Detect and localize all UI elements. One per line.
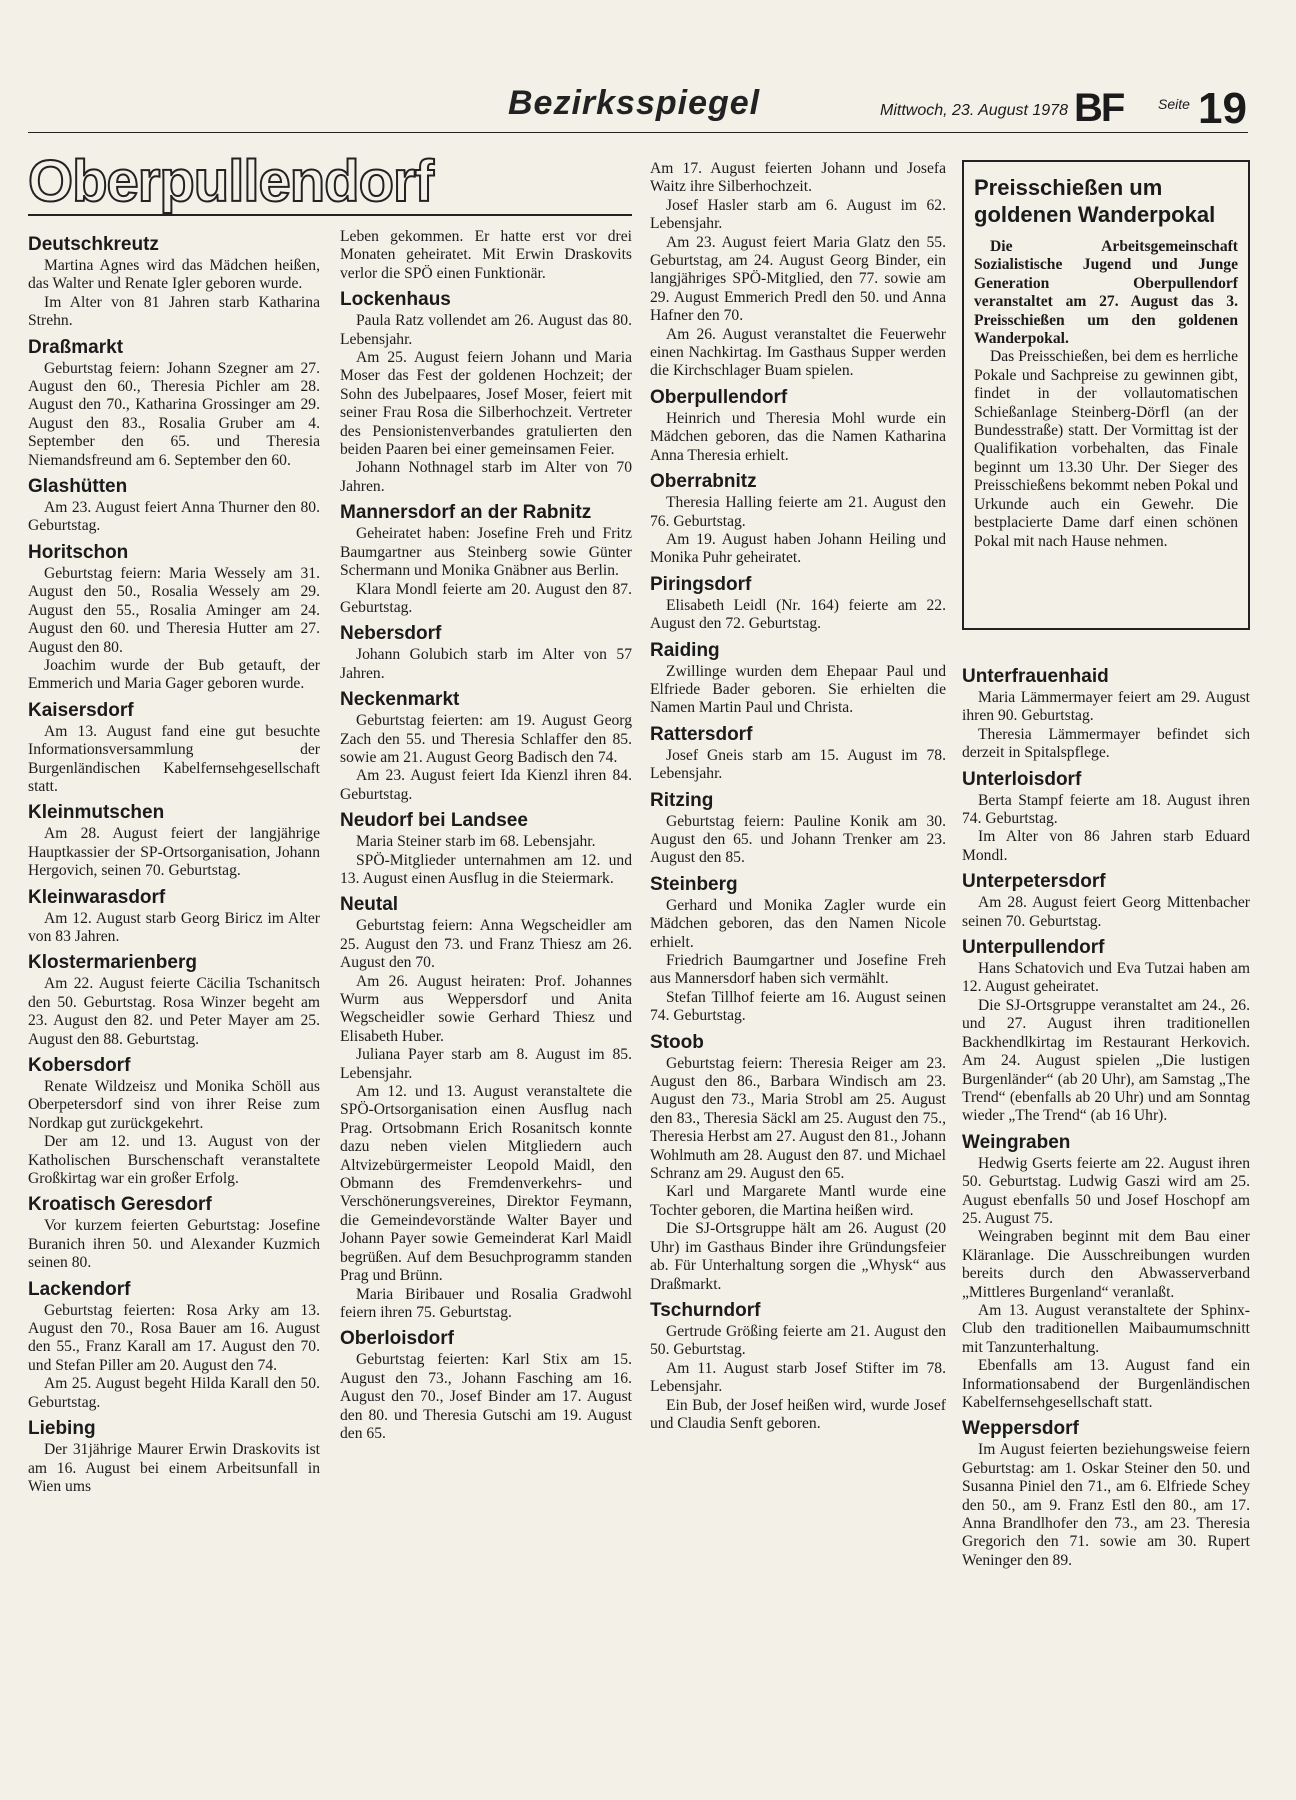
article-paragraph: Im Alter von 81 Jahren starb Katharina Strehn.	[28, 293, 320, 330]
article	[650, 1300, 946, 1433]
header-divider	[28, 132, 1248, 133]
article-heading: Piringsdorf	[650, 573, 752, 595]
article-paragraph: Joachim wurde der Bub getauft, der Emmerich und Maria Gager geboren wurde.	[28, 656, 320, 693]
article-paragraph: Am 25. August feiern Johann und Maria Moser das Fest der goldenen Hochzeit; der Sohn des Jubelpaares, Josef Moser, feiert mit seiner Frau Rosa die Silberhochzeit. Vertreter des Pensionistenverbandes gratulierten den beiden Paaren bei einer gemeinsamen Feier.	[340, 349, 632, 459]
article-paragraph: Geheiratet haben: Josefine Freh und Fritz Baumgartner aus Steinberg sowie Günter Schermann und Monika Gnäbner aus Berlin.	[340, 525, 632, 580]
article-paragraph: Elisabeth Leidl (Nr. 164) feierte am 22. August den 72. Geburtstag.	[650, 596, 946, 633]
article	[340, 623, 632, 683]
article-paragraph: Am 26. August veranstaltet die Feuerwehr einen Nachkirtag. Im Gasthaus Supper werden die Kirchschlager Buam spielen.	[650, 325, 946, 380]
article	[28, 1418, 320, 1496]
article-paragraph: Ebenfalls am 13. August fand ein Informationsabend der Burgenländischen Kabelfernsehgesellschaft statt.	[962, 1357, 1250, 1411]
article-paragraph: Am 12. und 13. August veranstaltete die SPÖ-Ortsorganisation einen Ausflug nach Prag. Ortsobmann Erich Rosanitsch konnte dazu neben vielen Mitgliedern auch Altvizebürgermeister Leopold Maidl, den Obmann des Fremdenverkehrs- und Verschönerungsvereines, Direktor Feymann, die Gemeindevorstände Walter Bayer und Johann Payer sowie Gemeinderat Karl Maidl begrüßen. Auf dem Besuchprogramm standen Prag und Brünn.	[340, 1083, 632, 1285]
article-heading: Deutschkreutz	[28, 234, 159, 255]
article	[962, 871, 1250, 931]
column-2	[340, 228, 632, 1443]
article-paragraph: Im August feierten beziehungsweise feiern Geburtstag: am 1. Oskar Steiner den 50. und Susanna Piniel den 71., am 6. Elfriede Schey den 50., am 9. Franz Estl den 80., am 17. Anna Brandlhofer den 73., am 23. Theresia Gregorich den 71. sowie am 30. Rupert Weninger den 89.	[962, 1441, 1250, 1569]
article-paragraph: Karl und Margarete Mantl wurde eine Tochter geboren, die Martina heißen wird.	[650, 1183, 946, 1219]
issue-date: Mittwoch, 23. August 1978	[880, 102, 1068, 119]
article-paragraph: Martina Agnes wird das Mädchen heißen, das Walter und Renate Igler geboren wurde.	[28, 257, 320, 293]
article-paragraph: Geburtstag feierten: Rosa Arky am 13. August den 70., Rosa Bauer am 16. August den 55., Franz Karall am 17. August den 70. und Stefan Piller am 20. August den 74.	[28, 1301, 320, 1374]
article-paragraph: SPÖ-Mitglieder unternahmen am 12. und 13. August einen Ausflug in die Steiermark.	[340, 851, 632, 887]
article	[28, 337, 320, 470]
article-paragraph: Geburtstag feiern: Anna Wegscheidler am 25. August den 73. und Franz Thiesz am 26. August den 70.	[340, 917, 632, 972]
article-paragraph: Geburtstag feiern: Pauline Konik am 30. August den 65. und Johann Trenker am 23. August den 85.	[650, 812, 946, 867]
article-heading: Unterpetersdorf	[962, 871, 1106, 893]
article-heading: Ritzing	[650, 789, 714, 811]
article-paragraph: Friedrich Baumgartner und Josefine Freh aus Mannersdorf haben sich vermählt.	[650, 952, 946, 988]
article-paragraph: Theresia Halling feierte am 21. August den 76. Geburtstag.	[650, 494, 946, 530]
article-heading: Lackendorf	[28, 1278, 131, 1300]
article	[28, 1055, 320, 1188]
article-paragraph: Juliana Payer starb am 8. August im 85. Lebensjahr.	[340, 1046, 632, 1082]
article	[28, 887, 320, 947]
article	[650, 387, 946, 465]
article-paragraph: Ein Bub, der Josef heißen wird, wurde Josef und Claudia Senft geboren.	[650, 1396, 946, 1432]
article-heading: Stoob	[650, 1031, 704, 1053]
article-paragraph: Am 19. August haben Johann Heiling und Monika Puhr geheiratet.	[650, 530, 946, 567]
article	[650, 640, 946, 718]
article-paragraph: Theresia Lämmermayer befindet sich derzeit in Spitalspflege.	[962, 725, 1250, 762]
article	[340, 502, 632, 617]
article	[28, 802, 320, 880]
article-heading: Liebing	[28, 1418, 96, 1440]
article-paragraph: Die SJ-Ortsgruppe hält am 26. August (20 Uhr) im Gasthaus Binder ihre Gründungsfeier ab. Für Unterhaltung sorgen die „Whysk“ aus Draßmarkt.	[650, 1220, 946, 1293]
article-heading: Glashütten	[28, 476, 128, 498]
article	[650, 160, 946, 381]
feature-box-lead: Die Arbeitsgemeinschaft Sozialistische Jugend und Junge Generation Oberpullendorf veranstaltet am 27. August das 3. Preisschießen um den goldenen Wanderpokal.	[974, 238, 1238, 348]
article	[340, 289, 632, 496]
page-label: Seite	[1158, 96, 1190, 112]
article	[28, 476, 320, 536]
article-heading: Weingraben	[962, 1131, 1071, 1153]
article	[340, 228, 632, 283]
article-paragraph: Am 28. August feiert Georg Mittenbacher seinen 70. Geburtstag.	[962, 894, 1250, 930]
section-name: Bezirksspiegel	[508, 84, 761, 122]
article-heading: Unterloisdorf	[962, 768, 1082, 790]
article-paragraph: Am 23. August feiert Anna Thurner den 80. Geburtstag.	[28, 499, 320, 535]
article	[28, 700, 320, 797]
article	[962, 1132, 1250, 1413]
article-heading: Kaisersdorf	[28, 699, 134, 721]
article-heading: Unterpullendorf	[962, 937, 1105, 959]
article	[28, 234, 320, 331]
column-1	[28, 228, 320, 1496]
article-paragraph: Maria Biribauer und Rosalia Gradwohl feiern ihren 75. Geburtstag.	[340, 1285, 632, 1321]
article-paragraph: Berta Stampf feierte am 18. August ihren 74. Geburtstag.	[962, 791, 1250, 828]
newspaper-logo: BF	[1074, 86, 1124, 130]
article-paragraph: Maria Steiner starb im 68. Lebensjahr.	[356, 833, 596, 851]
article-heading: Draßmarkt	[28, 336, 124, 358]
article-paragraph: Im Alter von 86 Jahren starb Eduard Mondl.	[962, 828, 1250, 864]
article-paragraph: Zwillinge wurden dem Ehepaar Paul und Elfriede Bader geboren. Sie erhielten die Namen Martin Paul und Christa.	[650, 662, 946, 717]
article-heading: Rattersdorf	[650, 723, 753, 745]
article-heading: Raiding	[650, 639, 720, 661]
article	[962, 666, 1250, 763]
article-paragraph: Heinrich und Theresia Mohl wurde ein Mädchen geboren, das die Namen Katharina Anna Theresia erhielt.	[650, 409, 946, 464]
article-paragraph: Am 13. August veranstaltete der Sphinx-Club den traditionellen Maibaumumschnitt mit Tanzunterhaltung.	[962, 1301, 1250, 1356]
article	[650, 574, 946, 634]
article-paragraph: Paula Ratz vollendet am 26. August das 80. Lebensjahr.	[340, 312, 632, 348]
article	[28, 952, 320, 1049]
article-paragraph: Geburtstag feiern: Theresia Reiger am 23. August den 86., Barbara Windisch am 23. August den 73., Maria Strobl am 25. August den 83., Theresia Säckl am 25. August den 75., Theresia Herbst am 27. August den 81., Johann Wohlmuth am 28. August den 87. und Michael Schranz am 29. August den 65.	[650, 1054, 946, 1183]
article-paragraph: Geburtstag feiern: Johann Szegner am 27. August den 60., Theresia Pichler am 28. August den 70., Katharina Grossinger am 29. August den 83., Rosalia Gruber am 4. September den 65. und Theresia Niemandsfreund am 6. September den 60.	[28, 359, 320, 469]
article-paragraph: Am 13. August fand eine gut besuchte Informationsversammlung der Burgenländischen Kabelfernsehgesellschaft statt.	[28, 722, 320, 795]
article-heading: Tschurndorf	[650, 1299, 761, 1321]
feature-box-title: Preisschießen um goldenen Wanderpokal	[974, 175, 1216, 227]
region-title: Oberpullendorf	[28, 149, 433, 214]
article-paragraph: Maria Lämmermayer feiert am 29. August ihren 90. Geburtstag.	[962, 689, 1250, 725]
article-paragraph: Am 22. August feierte Cäcilia Tschanitsch den 50. Geburtstag. Rosa Winzer begeht am 23. August den 82. und Peter Mayer am 25. August den 88. Geburtstag.	[28, 975, 320, 1048]
article-heading: Kleinwarasdorf	[28, 886, 166, 908]
article-paragraph: Geburtstag feiern: Maria Wessely am 31. August den 50., Rosalia Wessely am 29. August den 55., Rosalia Aminger am 24. August den 60. und Theresia Hutter am 27. August den 80.	[28, 564, 320, 656]
article	[650, 874, 946, 1026]
article	[340, 689, 632, 804]
article-heading: Neutal	[340, 894, 399, 916]
article-paragraph: Leben gekommen. Er hatte erst vor drei Monaten geheiratet. Mit Erwin Draskovits verlor die SPÖ einen Funktionär.	[340, 228, 632, 282]
column-3	[650, 160, 946, 1433]
article	[650, 1032, 946, 1294]
article-heading: Nebersdorf	[340, 623, 442, 645]
article-heading: Mannersdorf an der Rabnitz	[340, 502, 592, 524]
article-paragraph: Gerhard und Monika Zagler wurde ein Mädchen geboren, das den Namen Nicole erhielt.	[650, 896, 946, 951]
page-header	[0, 84, 1296, 134]
article-paragraph: Der am 12. und 13. August von der Katholischen Burschenschaft veranstaltete Großkirtag war ein großer Erfolg.	[28, 1133, 320, 1188]
feature-box-body: Das Preisschießen, bei dem es herrliche Pokale und Sachpreise zu gewinnen gibt, findet in der vollautomatischen Schießanlage Steinberg-Dörfl (an der Bundesstraße) statt. Der Vormittag ist der Qualifikation vorbehalten, das Finale beginnt um 13.30 Uhr. Der Sieger des Preisschießens bekommt neben Pokal und Urkunde auch ein Gewehr. Die bestplacierte Dame darf einen schönen Pokal mit nach Hause nehmen.	[974, 348, 1238, 550]
article-paragraph: Hedwig Gserts feierte am 22. August ihren 50. Geburtstag. Ludwig Gaszi wird am 25. August ebenfalls 50 und Josef Hoschopf am 25. August 75.	[962, 1154, 1250, 1227]
article-paragraph: Renate Wildzeisz und Monika Schöll aus Oberpetersdorf sind von ihrer Reise zum Nordkap gut zurückgekehrt.	[28, 1078, 320, 1132]
article-heading: Unterfrauenhaid	[962, 666, 1109, 687]
article	[340, 894, 632, 1322]
article-paragraph: Am 12. August starb Georg Biricz im Alter von 83 Jahren.	[28, 909, 320, 945]
article-heading: Kobersdorf	[28, 1055, 131, 1076]
article-paragraph: Vor kurzem feierten Geburtstag: Josefine Buranich ihren 50. und Alexander Kuzmich seinen 80.	[28, 1217, 320, 1272]
article-paragraph: Josef Gneis starb am 15. August im 78. Lebensjahr.	[650, 746, 946, 783]
article-paragraph: Stefan Tillhof feierte am 16. August seinen 74. Geburtstag.	[650, 988, 946, 1025]
article-paragraph: Am 23. August feiert Ida Kienzl ihren 84. Geburtstag.	[340, 767, 632, 803]
article-paragraph: Der 31jährige Maurer Erwin Draskovits ist am 16. August bei einem Arbeitsunfall in Wien ums	[28, 1441, 320, 1495]
article-heading: Neudorf bei Landsee	[340, 810, 528, 832]
column-4	[962, 660, 1250, 1570]
article-heading: Klostermarienberg	[28, 952, 197, 974]
article	[28, 542, 320, 694]
page-number: 19	[1198, 84, 1247, 133]
article	[650, 471, 946, 568]
article-paragraph: Johann Golubich starb im Alter von 57 Jahren.	[340, 646, 632, 682]
article	[340, 810, 632, 888]
article-paragraph: Am 17. August feierten Johann und Josefa Waitz ihre Silberhochzeit.	[650, 160, 946, 196]
article-paragraph: Geburtstag feierten: am 19. August Georg Zach den 55. und Theresia Schlaffer den 85. sowie am 21. August Georg Badisch den 74.	[340, 712, 632, 766]
article-paragraph: Klara Mondl feierte am 20. August den 87. Geburtstag.	[340, 580, 632, 616]
article-heading: Steinberg	[650, 873, 738, 895]
article-paragraph: Hans Schatovich und Eva Tutzai haben am 12. August geheiratet.	[962, 960, 1250, 996]
article-heading: Weppersdorf	[962, 1418, 1079, 1440]
article-heading: Kroatisch Geresdorf	[28, 1194, 212, 1216]
article-heading: Oberpullendorf	[650, 386, 788, 408]
article	[28, 1194, 320, 1272]
article-paragraph: Die SJ-Ortsgruppe veranstaltet am 24., 26. und 27. August ihren traditionellen Backhendlkirtag im Restaurant Herkovich. Am 24. August spielen „Die lustigen Burgenländer“ (ab 20 Uhr), am Samstag „The Trend“ (ebenfalls ab 20 Uhr) und am Sonntag wieder „The Trend“ (ab 16 Uhr).	[962, 996, 1250, 1125]
article-paragraph: Weingraben beginnt mit dem Bau einer Kläranlage. Die Ausschreibungen wurden bereits durch den Abwasserverband „Mittleres Burgenland“ veranlaßt.	[962, 1228, 1250, 1301]
article-paragraph: Am 28. August feiert der langjährige Hauptkassier der SP-Ortsorganisation, Johann Hergovich, seinen 70. Geburtstag.	[28, 825, 320, 880]
article	[650, 724, 946, 784]
article-paragraph: Josef Hasler starb am 6. August im 62. Lebensjahr.	[650, 196, 946, 233]
feature-box	[962, 160, 1250, 630]
article-paragraph: Gertrude Größing feierte am 21. August den 50. Geburtstag.	[650, 1322, 946, 1359]
article-heading: Oberloisdorf	[340, 1328, 455, 1350]
article-paragraph: Am 23. August feiert Maria Glatz den 55. Geburtstag, am 24. August Georg Binder, ein langjähriges SPÖ-Mitglied, den 77. sowie am 29. August Emmerich Predl den 50. und Anna Hafner den 70.	[650, 233, 946, 325]
article-heading: Kleinmutschen	[28, 802, 165, 824]
article-heading: Neckenmarkt	[340, 689, 460, 711]
article	[650, 790, 946, 868]
article-paragraph: Johann Nothnagel starb im Alter von 70 Jahren.	[340, 459, 632, 495]
region-divider	[28, 214, 632, 216]
article-paragraph: Am 11. August starb Josef Stifter im 78. Lebensjahr.	[650, 1359, 946, 1396]
article	[340, 1328, 632, 1443]
article-paragraph: Geburtstag feierten: Karl Stix am 15. August den 73., Johann Fasching am 16. August den 70., Josef Binder am 17. August den 80. und Theresia Gutschi am 19. August den 65.	[340, 1351, 632, 1442]
article-paragraph: Am 25. August begeht Hilda Karall den 50. Geburtstag.	[28, 1375, 320, 1411]
article	[962, 1418, 1250, 1570]
article	[28, 1279, 320, 1412]
article-paragraph: Am 26. August heiraten: Prof. Johannes Wurm aus Weppersdorf und Anita Wegscheidler sowie Gerhard Thiesz und Elisabeth Huber.	[340, 972, 632, 1045]
article-heading: Horitschon	[28, 541, 129, 563]
article	[962, 769, 1250, 866]
article	[962, 937, 1250, 1126]
article-heading: Oberrabnitz	[650, 471, 757, 493]
article-heading: Lockenhaus	[340, 289, 451, 311]
